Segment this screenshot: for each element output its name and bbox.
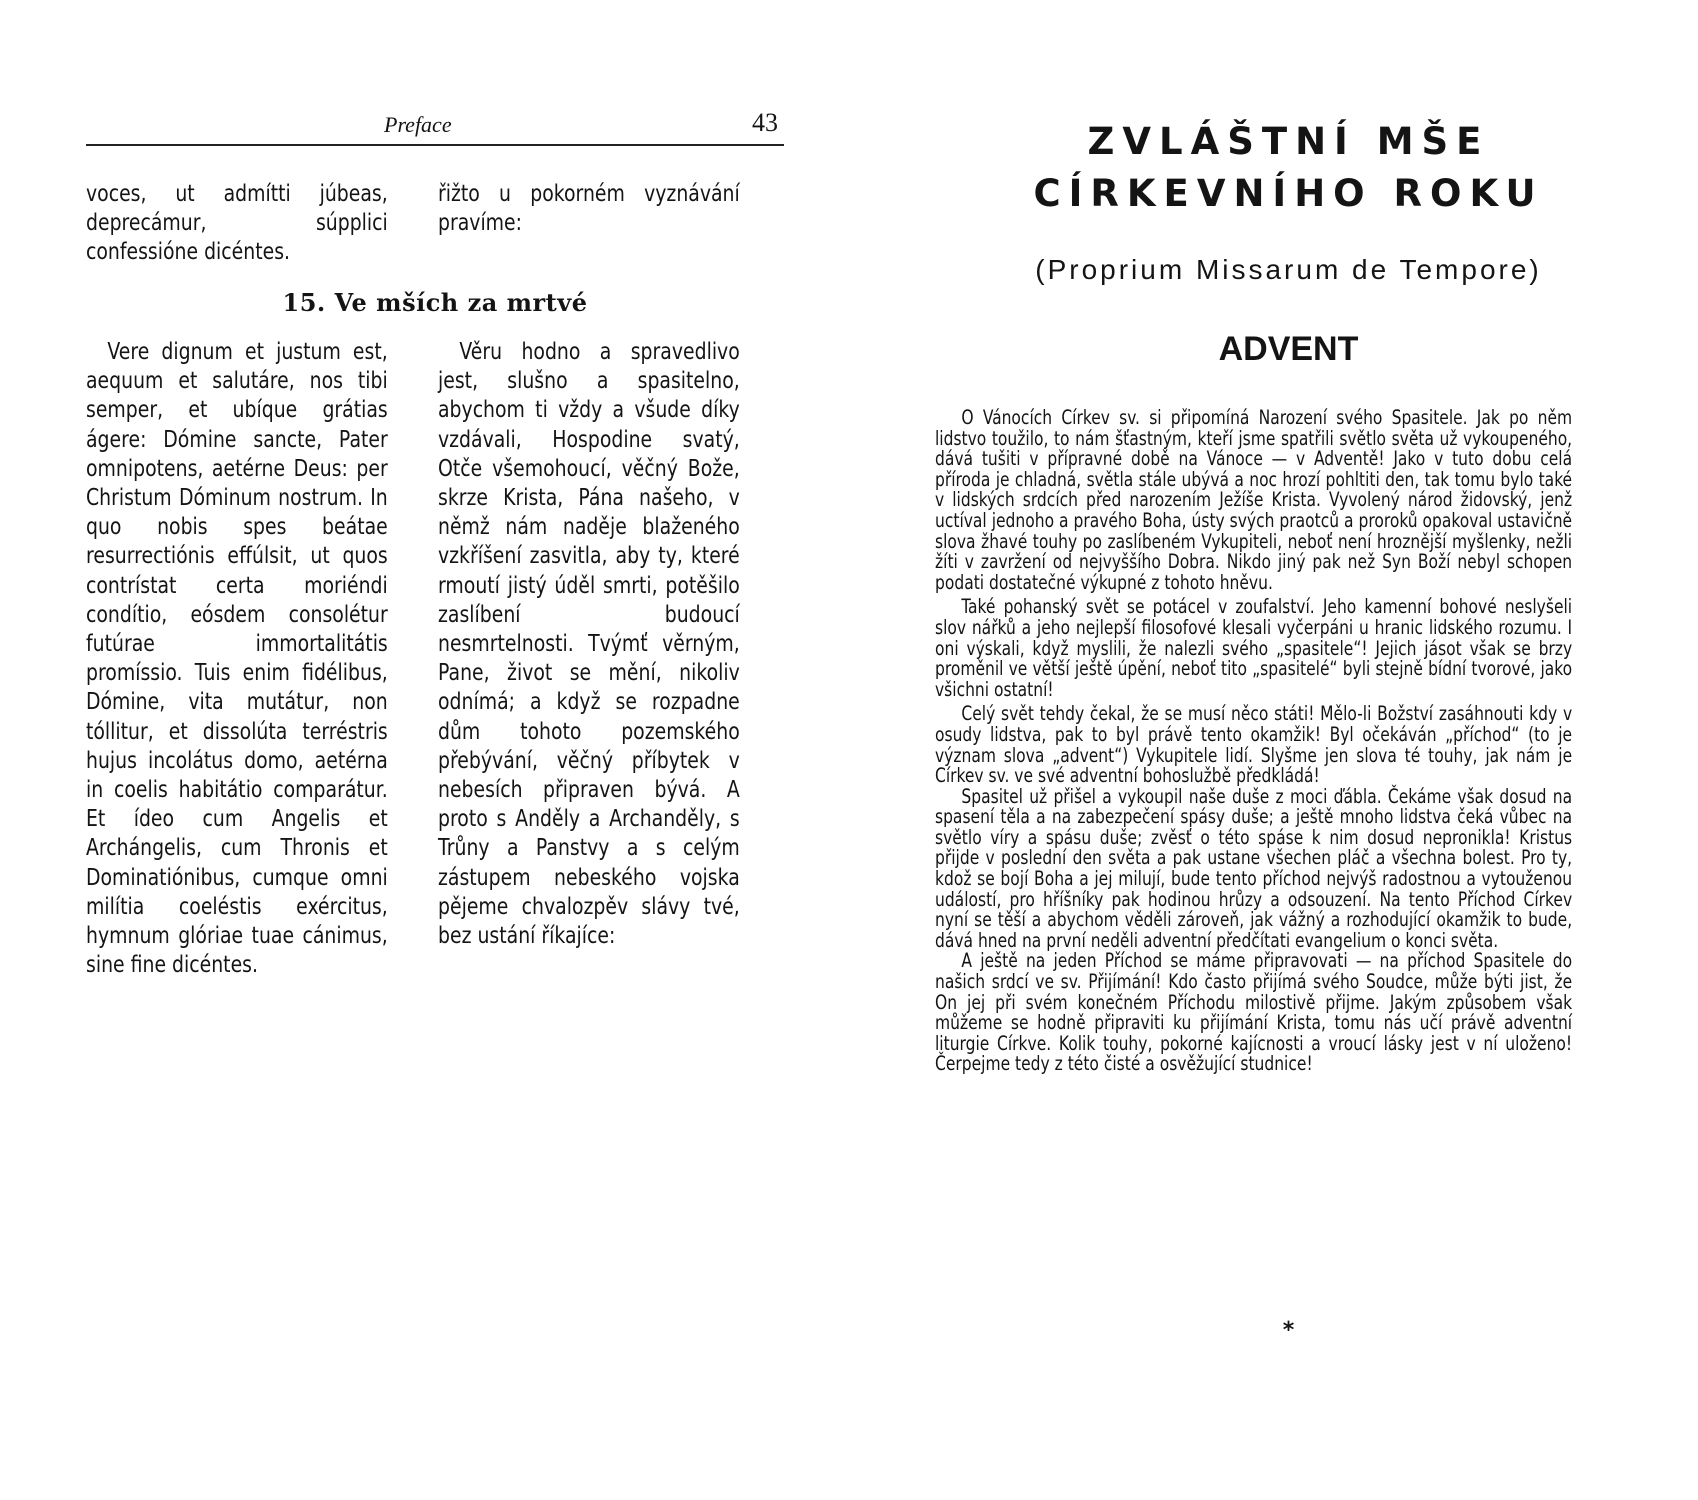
advent-paragraph: Spasitel už přišel a vykoupil naše duše z moci ďábla. Čekáme však dosud na spasení těla a na zabezpečení spásy duše; a ještě mnoho lidstva čeká vůbec na světlo víry a spásu duše; zvěsť o této spáse k nim dosud nepronikla! Kristus přijde v poslední den světa a pak ustane všechen pláč a všechna bolest. Pro ty, kdož se bojí Boha a jej milují, bude tento příchod nejvýš radostnou a vytouženou událostí, pro hříšníky pak hodinou hrůzy a odsouzení. Na tento Příchod Církev nyní se těší a abychom věděli zároveň, jak vážný a rozhodující okamžik to bude, dává hned na první neděli adventní předčítati evangelium o konci světa. bbox=[935, 784, 1573, 952]
section-heading: 15. Ve mších za mrtvé bbox=[282, 288, 588, 317]
body-latin-text: Vere dignum et justum est, aequum et salutáre, nos tibi semper, et ubíque grátias ágere: Dómine sancte, Pater omnipotens, aetérne Deus: per Christum Dóminum nostrum. In quo nobis spes beátae resurrectiónis effúlsit, ut quos contrístat certa moriéndi condítio, eósdem consolétur futúrae immortalitátis promíssio. Tuis enim fidélibus, Dómine, vita mutátur, non tóllitur, et dissolúta terréstris hujus incolátus domo, aetérna in coelis habitátio comparátur. Et ídeo cum Angelis et Archángelis, cum Thronis et Dominatiónibus, cumque omni milítia coeléstis exércitus, hymnum glóriae tuae cánimus, sine fine dicéntes. bbox=[86, 339, 388, 979]
intro-latin-text: voces, ut admítti júbeas, deprecámur, súpplici confessióne dicéntes. bbox=[86, 181, 388, 266]
intro-czech-text: řižto u pokorném vyznávání pravíme: bbox=[438, 181, 740, 237]
body-czech-text: Věru hodno a spravedlivo jest, slušno a spasitelno, abychom ti vždy a všude díky vzdávali, Hospodine svatý, Otče všemohoucí, věčný Bože, skrze Krista, Pána našeho, v němž nám naděje blaženého vzkříšení zasvitla, aby ty, které rmoutí jistý úděl smrti, potěšilo zaslíbení budoucí nesmrtelnosti. Tvýmť věrným, Pane, život se mění, nikoliv odnímá; a když se rozpadne dům tohoto pozemského přebývání, věčný příbytek v nebesích připraven bývá. A proto s Anděly a Archanděly, s Trůny a Panstvy a s celým zástupem nebeského vojska pějeme chvalozpěv slávy tvé, bez ustání říkajíce: bbox=[438, 339, 740, 950]
chapter-title-line-2: CÍRKEVNÍHO ROKU bbox=[1033, 172, 1544, 215]
advent-paragraph: Také pohanský svět se potácel v zoufalství. Jeho kamenní bohové neslyšeli slov nářků a jeho nejlepší filosofové klesali vyčerpáni u hranic lidského rozumu. I oni výskali, když myslili, že nalezli svého „spasitele“! Jejich jásot však se brzy proměnil ve větší ještě úpění, neboť tito „spasitelé“ byli stejně bídní tvorové, jako všichni ostatní! bbox=[935, 595, 1573, 701]
advent-paragraph: O Vánocích Církev sv. si připomíná Narození svého Spasitele. Jak po něm lidstvo toužilo, to nám šťastným, kteří jsme spatřili světlo světa už vykoupeného, dává tušiti v přípravné době na Vánoce — v Adventě! Jako v tuto dobu celá příroda je chladná, světla stále ubývá a noc hrozí pohltiti den, tak tomu bylo také v lidských srdcích před narozením Ježíše Krista. Vyvolený národ židovský, jenž uctíval jednoho a pravého Boha, ústy svých praotců a proroků opakoval ustavičně slova žhavé touhy po zaslíbeném Vykupiteli, neboť není hroznější myšlenky, nežli žíti v zavržení od nejvyššího Dobra. Nikdo jiný pak než Syn Boží nebyl schopen podati dostatečné výkupné z tohoto hněvu. bbox=[935, 406, 1573, 594]
body-czech-column bbox=[438, 338, 740, 951]
advent-paragraph: Celý svět tehdy čekal, že se musí něco státi! Mělo-li Božství zasáhnouti kdy v osudy lidstva, pak to byl právě tento okamžik! Byl očekáván „příchod“ (to je význam slova „advent“) Vykupitele lidí. Slyšme jen slova té touhy, jak nám je Církev sv. ve své adventní bohoslužbě předkládá! bbox=[935, 702, 1573, 788]
page-number: 43 bbox=[752, 108, 778, 137]
asterisk-ornament: * bbox=[1282, 1318, 1295, 1343]
advent-text bbox=[935, 408, 1572, 1079]
advent-paragraph: A ještě na jeden Příchod se máme připravovati — na příchod Spasitele do našich srdcí ve sv. Přijímání! Kdo často přijímá svého Soudce, může býti jist, že On jej při svém konečném Příchodu milostivě přijme. Jakým způsobem však můžeme se hodně připraviti ku přijímání Krista, tomu nás učí právě adventní liturgie Církve. Kolik touhy, pokorné kajícnosti a vroucí lásky jest v ní uloženo! Čerpejme tedy z této čisté a osvěžující studnice! bbox=[935, 949, 1573, 1076]
advent-heading: ADVENT bbox=[1218, 330, 1359, 368]
intro-czech-column bbox=[438, 180, 740, 238]
intro-latin-column bbox=[86, 180, 388, 268]
running-title: Preface bbox=[384, 112, 452, 137]
latin-subtitle: (Proprium Missarum de Tempore) bbox=[1035, 254, 1542, 285]
running-header bbox=[86, 104, 784, 146]
chapter-title-line-1: ZVLÁŠTNÍ MŠE bbox=[1087, 120, 1490, 163]
body-latin-column bbox=[86, 338, 388, 980]
right-page bbox=[849, 0, 1698, 1500]
